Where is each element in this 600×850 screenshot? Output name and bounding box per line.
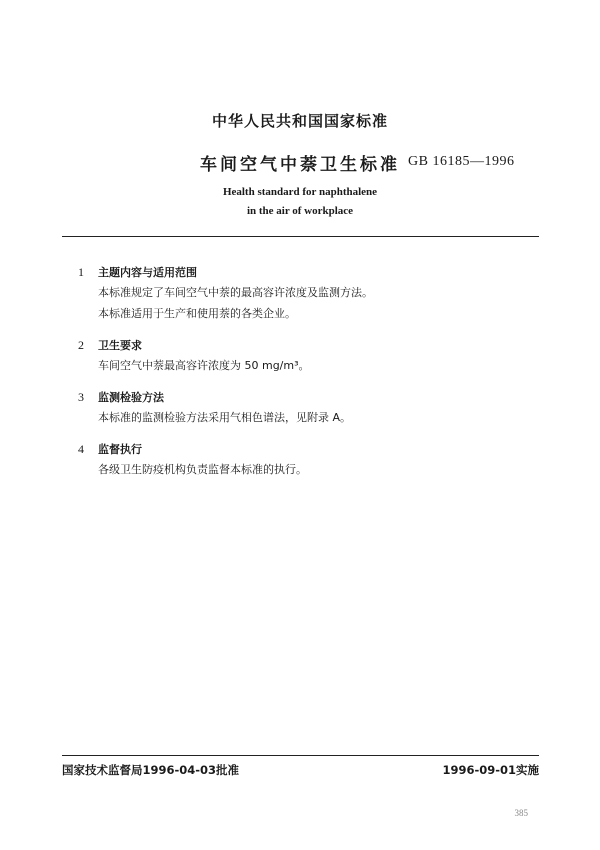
section-heading [78, 262, 538, 282]
section-title: 主题内容与适用范围 [98, 266, 197, 279]
paragraph: 车间空气中萘最高容许浓度为 50 mg/m³。 [98, 359, 310, 372]
national-standard-heading: 中华人民共和国国家标准 [211, 112, 388, 130]
paragraph: 本标准适用于生产和使用萘的各类企业。 [98, 307, 296, 320]
document-title: 车间空气中萘卫生标准 [200, 155, 400, 175]
section-number: 1 [78, 265, 84, 279]
paragraph: 本标准的监测检验方法采用气相色谱法，见附录 A。 [98, 411, 352, 424]
footer-divider [62, 755, 539, 756]
page-number: 385 [514, 808, 528, 818]
section-number: 4 [78, 442, 84, 456]
section-title: 卫生要求 [98, 339, 142, 352]
document-body [78, 262, 538, 491]
section-title: 监测检验方法 [98, 391, 164, 404]
paragraph: 各级卫生防疫机构负责监督本标准的执行。 [98, 463, 307, 476]
section-4 [78, 439, 538, 480]
title-row [0, 150, 600, 174]
section-3 [78, 387, 538, 428]
section-title: 监督执行 [98, 443, 142, 456]
section-heading [78, 439, 538, 459]
english-title-line-2: in the air of workplace [246, 205, 354, 217]
header-divider [62, 236, 539, 237]
section-2 [78, 335, 538, 376]
implementation-date: 1996-09-01实施 [442, 763, 539, 777]
section-number: 3 [78, 390, 84, 404]
section-number: 2 [78, 338, 84, 352]
section-heading [78, 335, 538, 355]
approval-date: 国家技术监督局1996-04-03批准 [62, 763, 240, 777]
english-title [0, 183, 600, 221]
section-1 [78, 262, 538, 324]
english-title-line-1: Health standard for naphthalene [222, 186, 378, 198]
section-heading [78, 387, 538, 407]
gb-standard-code: GB 16185—1996 [408, 154, 515, 169]
paragraph: 本标准规定了车间空气中萘的最高容许浓度及监测方法。 [98, 286, 373, 299]
